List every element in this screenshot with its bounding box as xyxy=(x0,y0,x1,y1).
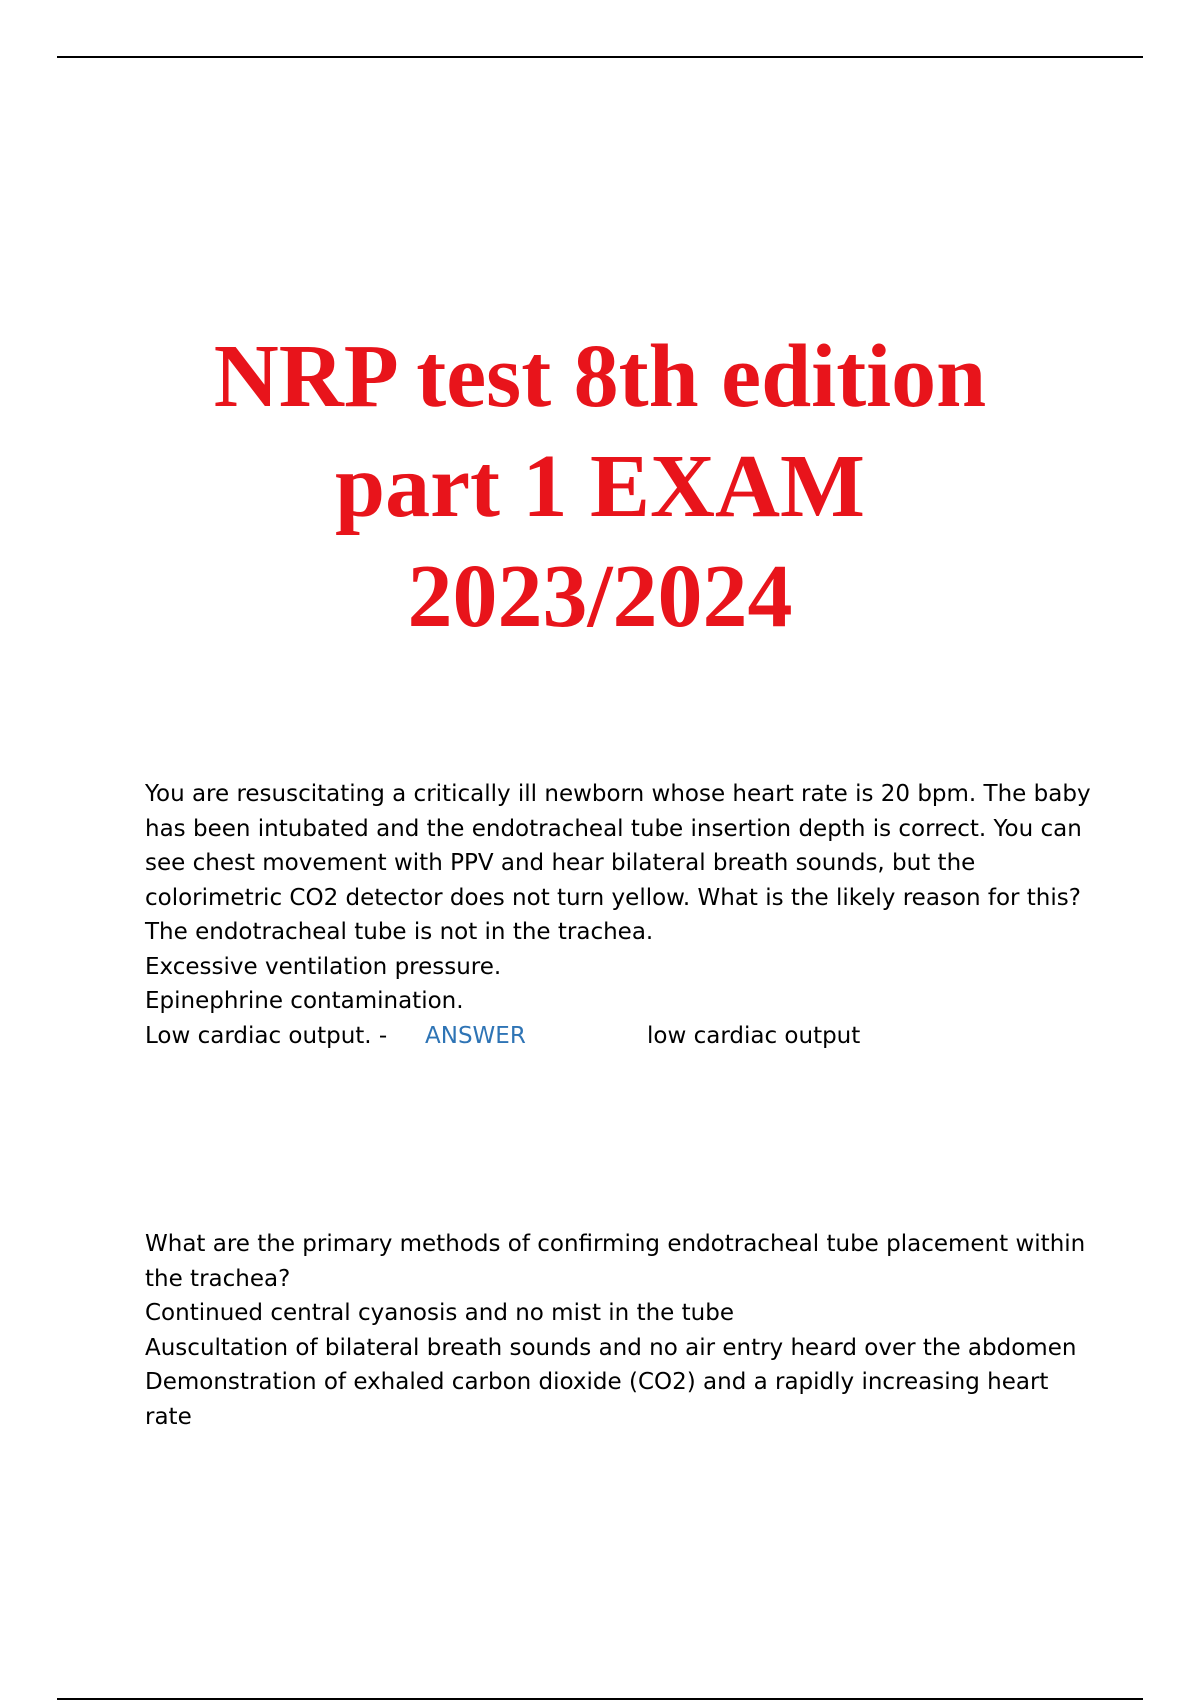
answer-label: ANSWER xyxy=(425,1022,526,1049)
answer-option: The endotracheal tube is not in the trachea. xyxy=(145,919,654,945)
answer-text: low cardiac output xyxy=(647,1022,861,1049)
title-line: 2023/2024 xyxy=(407,547,793,646)
answer-option: rate xyxy=(145,1403,192,1430)
answer-option: Excessive ventilation pressure. xyxy=(145,953,502,980)
top-rule xyxy=(57,56,1143,58)
question-text-line: the trachea? xyxy=(145,1265,291,1292)
question-text-line: colorimetric CO2 detector does not turn yellow. What is the likely reason for this? xyxy=(145,884,1081,911)
answer-option: Demonstration of exhaled carbon dioxide (CO2) and a rapidly increasing heart xyxy=(145,1369,1049,1395)
title-line: part 1 EXAM xyxy=(335,437,865,536)
answer-option: Low cardiac output. - xyxy=(145,1022,388,1049)
question-text-line: What are the primary methods of confirming endotracheal tube placement within xyxy=(145,1231,1086,1257)
answer-option: Auscultation of bilateral breath sounds and no air entry heard over the abdomen xyxy=(145,1334,1077,1361)
answer-option: Continued central cyanosis and no mist in the tube xyxy=(145,1300,734,1326)
question-block-2 xyxy=(145,1227,1095,1434)
question-block-1 xyxy=(145,777,1095,1053)
question-text-line: see chest movement with PPV and hear bilateral breath sounds, but the xyxy=(145,850,976,876)
question-text-line: You are resuscitating a critically ill newborn whose heart rate is 20 bpm. The baby xyxy=(145,781,1091,807)
answer-row xyxy=(145,1019,1095,1054)
document-title xyxy=(60,322,1140,652)
title-line: NRP test 8th edition xyxy=(213,327,987,426)
answer-option: Epinephrine contamination. xyxy=(145,988,464,1014)
question-text-line: has been intubated and the endotracheal tube insertion depth is correct. You can xyxy=(145,815,1082,842)
